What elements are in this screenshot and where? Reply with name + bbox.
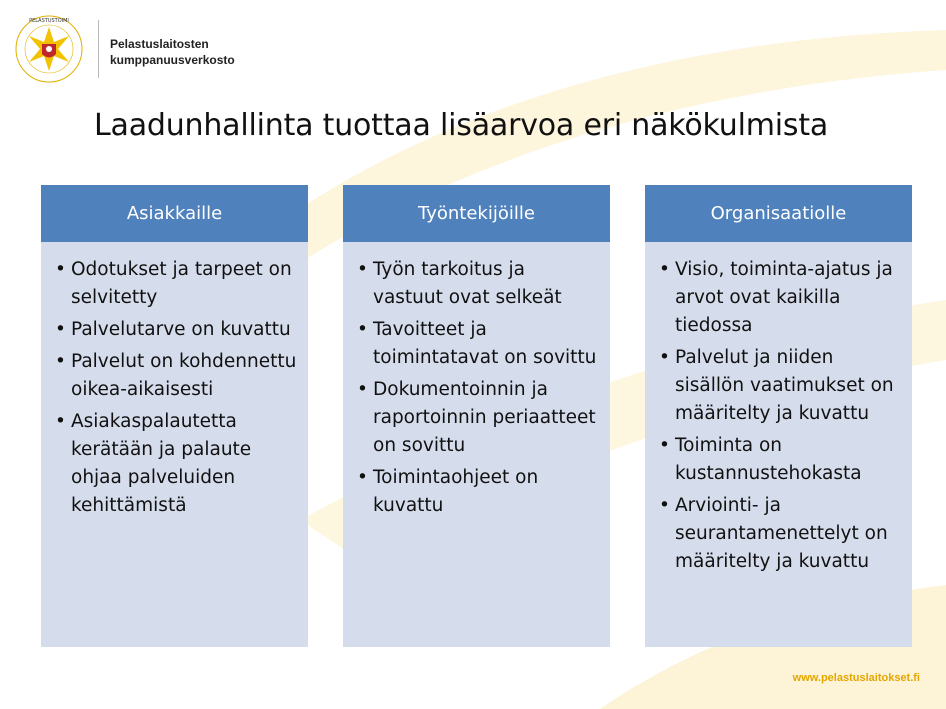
org-name-line1: Pelastuslaitosten — [110, 37, 209, 51]
bullet-item: • Palvelutarve on kuvattu — [55, 316, 298, 344]
column-organisaatiolle — [645, 185, 912, 647]
pelastustoimi-emblem-icon — [14, 14, 84, 84]
logo-divider — [98, 20, 99, 78]
org-name — [110, 36, 235, 68]
column-body — [343, 242, 610, 647]
slide-title: Laadunhallinta tuottaa lisäarvoa eri näkökulmista — [94, 108, 829, 143]
svg-text:PELASTUSTOIMI: PELASTUSTOIMI — [29, 18, 69, 24]
bullet-item: • Arviointi- ja seurantamenettelyt on määritelty ja kuvattu — [659, 492, 902, 576]
bullet-list — [55, 256, 298, 520]
bullet-item: • Toiminta on kustannustehokasta — [659, 432, 902, 488]
footer-url[interactable]: www.pelastuslaitokset.fi — [792, 672, 920, 684]
bullet-item: • Asiakaspalautetta kerätään ja palaute ohjaa palveluiden kehittämistä — [55, 408, 298, 520]
bullet-item: • Palvelut on kohdennettu oikea-aikaisesti — [55, 348, 298, 404]
column-body — [645, 242, 912, 647]
bullet-item: • Tavoitteet ja toimintatavat on sovittu — [357, 316, 600, 372]
bullet-item: • Odotukset ja tarpeet on selvitetty — [55, 256, 298, 312]
column-header: Asiakkaille — [41, 185, 308, 242]
bullet-item: • Dokumentoinnin ja raportoinnin periaatteet on sovittu — [357, 376, 600, 460]
bullet-item: • Visio, toiminta-ajatus ja arvot ovat kaikilla tiedossa — [659, 256, 902, 340]
column-body — [41, 242, 308, 647]
column-asiakkaille — [41, 185, 308, 647]
column-header: Organisaatiolle — [645, 185, 912, 242]
column-header: Työntekijöille — [343, 185, 610, 242]
bullet-list — [357, 256, 600, 520]
column-tyontekijoille — [343, 185, 610, 647]
bullet-item: • Palvelut ja niiden sisällön vaatimukset on määritelty ja kuvattu — [659, 344, 902, 428]
bullet-list — [659, 256, 902, 576]
org-name-line2: kumppanuusverkosto — [110, 53, 235, 67]
bullet-item: • Toimintaohjeet on kuvattu — [357, 464, 600, 520]
bullet-item: • Työn tarkoitus ja vastuut ovat selkeät — [357, 256, 600, 312]
